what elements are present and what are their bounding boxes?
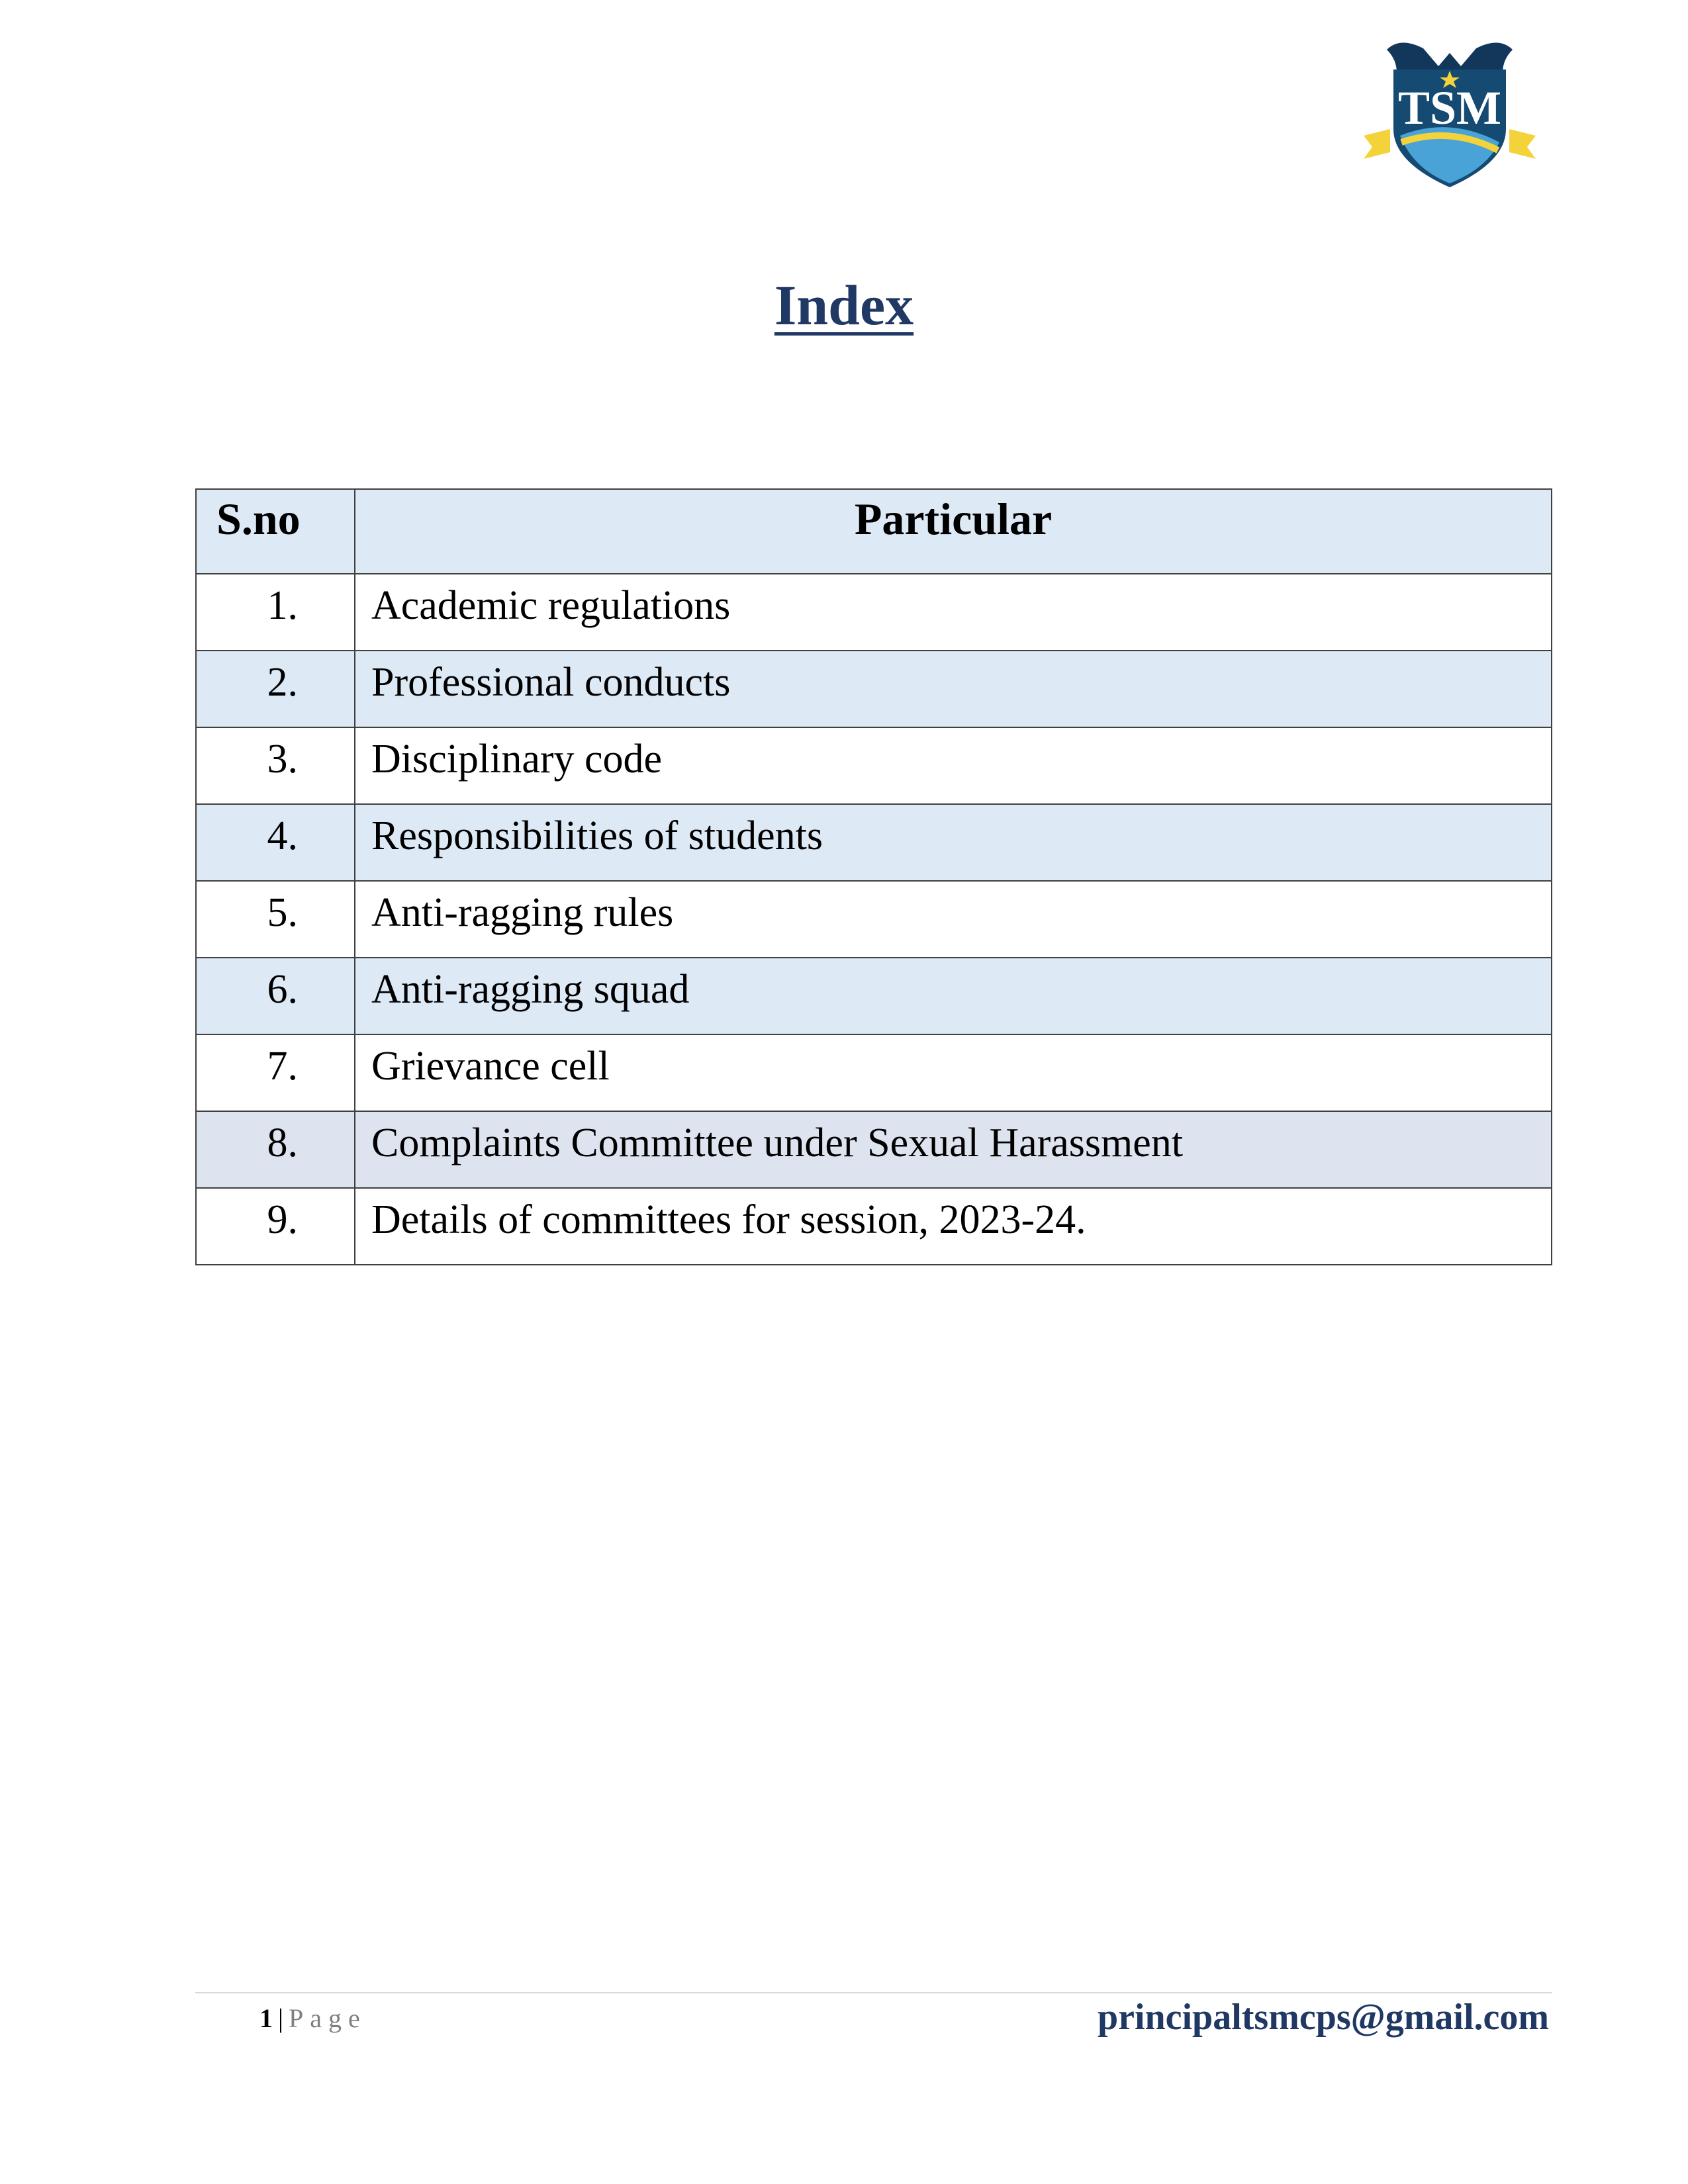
footer-email: principaltsmcps@gmail.com: [1097, 1997, 1549, 2038]
header-particular: Particular: [355, 489, 1552, 574]
row-sno: 7.: [196, 1034, 355, 1111]
table-row: [196, 1111, 1552, 1188]
row-particular: Complaints Committee under Sexual Harassment: [355, 1111, 1552, 1188]
row-particular: Professional conducts: [355, 651, 1552, 727]
index-table: [195, 488, 1552, 1265]
row-particular: Academic regulations: [355, 574, 1552, 651]
page-number: [259, 2005, 367, 2032]
row-sno: 3.: [196, 727, 355, 804]
page-separator: |: [278, 2003, 284, 2033]
row-particular: Anti-ragging squad: [355, 958, 1552, 1034]
row-sno: 9.: [196, 1188, 355, 1265]
table-row: [196, 1188, 1552, 1265]
footer-divider: [195, 1992, 1552, 1993]
row-particular: Details of committees for session, 2023-24.: [355, 1188, 1552, 1265]
table-row: [196, 574, 1552, 651]
table-row: [196, 804, 1552, 881]
row-particular: Anti-ragging rules: [355, 881, 1552, 958]
table-row: [196, 1034, 1552, 1111]
table-header-row: [196, 489, 1552, 574]
header-sno: S.no: [196, 489, 355, 574]
page-label: Page: [289, 2003, 367, 2033]
row-particular: Grievance cell: [355, 1034, 1552, 1111]
table-row: [196, 727, 1552, 804]
row-sno: 1.: [196, 574, 355, 651]
table-row: [196, 651, 1552, 727]
row-sno: 5.: [196, 881, 355, 958]
row-sno: 4.: [196, 804, 355, 881]
row-sno: 6.: [196, 958, 355, 1034]
college-logo: [1360, 36, 1539, 195]
page-title: Index: [774, 273, 914, 337]
page-number-value: 1: [259, 2003, 273, 2033]
table-row: [196, 881, 1552, 958]
table-row: [196, 958, 1552, 1034]
row-particular: Disciplinary code: [355, 727, 1552, 804]
row-particular: Responsibilities of students: [355, 804, 1552, 881]
row-sno: 2.: [196, 651, 355, 727]
logo-text: TSM: [1397, 81, 1502, 134]
row-sno: 8.: [196, 1111, 355, 1188]
